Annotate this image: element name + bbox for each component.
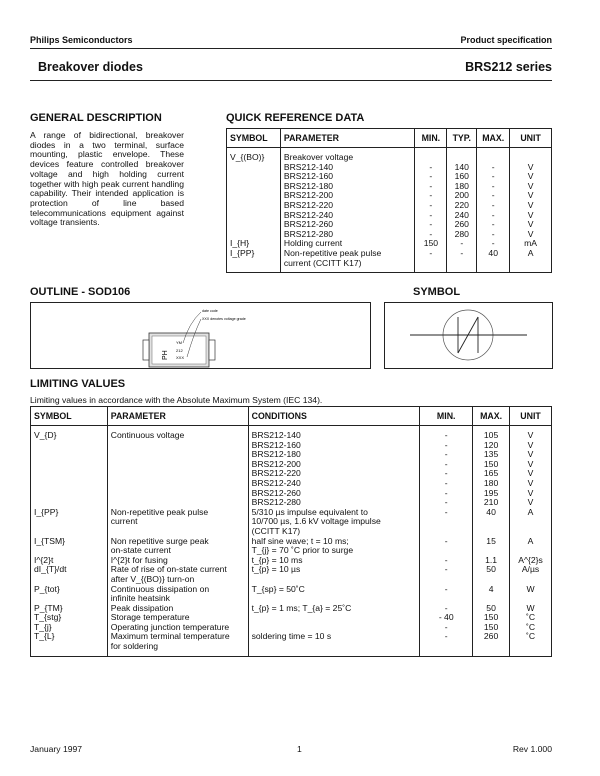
cell-symbol (31, 642, 108, 656)
cell-max: - (477, 163, 510, 173)
cell-min: - (415, 172, 447, 182)
table-row (227, 201, 552, 211)
table-row (31, 604, 552, 614)
cell-min (415, 259, 447, 273)
quick-reference-heading: QUICK REFERENCE DATA (226, 112, 365, 124)
cell-parameter (107, 460, 248, 470)
cell-max: - (477, 172, 510, 182)
cell-unit: mA (510, 239, 552, 249)
cell-max: 105 (473, 426, 510, 441)
cell-conditions (248, 642, 420, 656)
column-header-min: MIN. (420, 407, 473, 426)
cell-min: - (420, 498, 473, 508)
cell-symbol: V_{D} (31, 426, 108, 441)
cell-unit: V (510, 441, 552, 451)
cell-parameter: current (107, 517, 248, 527)
cell-unit: V (510, 191, 552, 201)
cell-conditions: half sine wave; t = 10 ms; (248, 537, 420, 547)
table-row (31, 565, 552, 575)
cell-max (477, 148, 510, 163)
cell-typ (447, 148, 477, 163)
table-row (31, 426, 552, 441)
cell-typ: 220 (447, 201, 477, 211)
cell-unit: V (510, 163, 552, 173)
cell-typ: 260 (447, 220, 477, 230)
cell-symbol (227, 172, 281, 182)
table-row (31, 632, 552, 642)
column-header-max: MAX. (477, 129, 510, 148)
cell-min: - (420, 441, 473, 451)
table-row (227, 163, 552, 173)
cell-max: 1.1 (473, 556, 510, 566)
cell-typ: 240 (447, 211, 477, 221)
cell-max: 195 (473, 489, 510, 499)
column-header-max: MAX. (473, 407, 510, 426)
table-row (31, 642, 552, 656)
cell-parameter: on-state current (107, 546, 248, 556)
cell-parameter: current (CCITT K17) (280, 259, 415, 273)
mark-brand: PH (162, 350, 169, 360)
cell-conditions: BRS212-200 (248, 460, 420, 470)
cell-min: 150 (415, 239, 447, 249)
cell-conditions: (CCITT K17) (248, 527, 420, 537)
mark-date: YM (176, 340, 182, 345)
cell-unit: A (510, 508, 552, 518)
cell-parameter (107, 469, 248, 479)
cell-parameter: Maximum terminal temperature (107, 632, 248, 642)
cell-symbol: I_{H} (227, 239, 281, 249)
cell-symbol: T_{L} (31, 632, 108, 642)
cell-typ: 160 (447, 172, 477, 182)
cell-unit: V (510, 489, 552, 499)
cell-parameter: Breakover voltage (280, 148, 415, 163)
cell-symbol: T_{j} (31, 623, 108, 633)
cell-conditions: T_{sp} = 50˚C (248, 585, 420, 595)
table-row (227, 249, 552, 259)
cell-symbol (31, 469, 108, 479)
cell-symbol (31, 441, 108, 451)
header-divider (30, 48, 552, 49)
sod106-package-icon (31, 303, 370, 368)
cell-parameter (107, 489, 248, 499)
cell-max: 40 (473, 508, 510, 518)
cell-conditions: BRS212-220 (248, 469, 420, 479)
cell-conditions: t_{p} = 10 µs (248, 565, 420, 575)
cell-min: - (420, 460, 473, 470)
cell-max: 40 (477, 249, 510, 259)
cell-conditions: t_{p} = 10 ms (248, 556, 420, 566)
cell-conditions: 5/310 µs impulse equivalent to (248, 508, 420, 518)
cell-min: - (420, 623, 473, 633)
column-header-conditions: CONDITIONS (248, 407, 420, 426)
cell-min: - (415, 163, 447, 173)
cell-conditions: BRS212-280 (248, 498, 420, 508)
cell-symbol (227, 191, 281, 201)
cell-parameter: BRS212-180 (280, 182, 415, 192)
cell-symbol (31, 489, 108, 499)
limiting-values-subtitle: Limiting values in accordance with the Absolute Maximum System (IEC 134). (30, 395, 323, 405)
table-row (227, 259, 552, 273)
cell-parameter: Operating junction temperature (107, 623, 248, 633)
page-number: 1 (297, 744, 302, 754)
label-date-code: date code (202, 309, 218, 313)
cell-symbol (227, 182, 281, 192)
column-header-unit: UNIT (510, 129, 552, 148)
column-header-symbol: SYMBOL (227, 129, 281, 148)
cell-unit (510, 148, 552, 163)
cell-conditions: BRS212-180 (248, 450, 420, 460)
table-row (227, 239, 552, 249)
cell-symbol: P_{TM} (31, 604, 108, 614)
cell-unit: V (510, 450, 552, 460)
cell-min: - (420, 565, 473, 575)
cell-unit: A (510, 537, 552, 547)
general-description-heading: GENERAL DESCRIPTION (30, 112, 162, 124)
cell-unit: A (510, 249, 552, 259)
cell-max: - (477, 211, 510, 221)
general-description-text: A range of bidirectional, breakover diodes in a two terminal, surface mounting, plastic envelope. These devices feature controlled breakover voltage and high holding current together with high peak current handling capability. Their intended application is protection of line based telecommunications equipment against voltage transients. (30, 130, 184, 228)
cell-min: - (415, 211, 447, 221)
cell-parameter (107, 479, 248, 489)
cell-parameter: infinite heatsink (107, 594, 248, 604)
cell-unit: V (510, 469, 552, 479)
cell-symbol: T_{stg} (31, 613, 108, 623)
cell-max (477, 259, 510, 273)
label-voltage-grade: XXX denotes voltage grade (202, 317, 246, 321)
document-type: Product specification (460, 35, 552, 45)
cell-conditions (248, 613, 420, 623)
cell-conditions: t_{p} = 1 ms; T_{a} = 25˚C (248, 604, 420, 614)
cell-conditions: soldering time = 10 s (248, 632, 420, 642)
cell-typ: - (447, 249, 477, 259)
cell-symbol (31, 450, 108, 460)
cell-symbol: I_{TSM} (31, 537, 108, 547)
cell-min: - (420, 469, 473, 479)
series-name: BRS212 series (465, 60, 552, 74)
cell-parameter: after V_{(BO)} turn-on (107, 575, 248, 585)
cell-max: 50 (473, 604, 510, 614)
column-header-min: MIN. (415, 129, 447, 148)
cell-min: - (415, 201, 447, 211)
cell-parameter: Rate of rise of on-state current (107, 565, 248, 575)
cell-parameter: BRS212-280 (280, 230, 415, 240)
cell-max: 135 (473, 450, 510, 460)
limiting-values-heading: LIMITING VALUES (30, 378, 126, 390)
cell-max: 260 (473, 632, 510, 642)
cell-unit: V (510, 201, 552, 211)
cell-min: - (415, 182, 447, 192)
table-row (227, 220, 552, 230)
cell-max: - (477, 239, 510, 249)
cell-unit: W (510, 604, 552, 614)
cell-conditions: BRS212-140 (248, 426, 420, 441)
cell-unit: A/µs (510, 565, 552, 575)
cell-min: - (420, 508, 473, 518)
table-row (31, 585, 552, 595)
footer-revision: Rev 1.000 (512, 744, 552, 754)
cell-parameter: Non-repetitive peak pulse (280, 249, 415, 259)
cell-conditions: BRS212-160 (248, 441, 420, 451)
cell-min: - (420, 537, 473, 547)
cell-max: 15 (473, 537, 510, 547)
cell-parameter: for soldering (107, 642, 248, 656)
cell-parameter (107, 441, 248, 451)
cell-max (473, 642, 510, 656)
cell-symbol: I^{2}t (31, 556, 108, 566)
cell-unit: A^{2}s (510, 556, 552, 566)
cell-min: - (420, 450, 473, 460)
cell-min: - (415, 220, 447, 230)
cell-typ: 180 (447, 182, 477, 192)
cell-max: 180 (473, 479, 510, 489)
cell-parameter: Storage temperature (107, 613, 248, 623)
cell-max: - (477, 182, 510, 192)
cell-symbol (31, 517, 108, 527)
cell-unit: V (510, 479, 552, 489)
outline-heading: OUTLINE - SOD106 (30, 286, 131, 298)
cell-min: - (420, 604, 473, 614)
cell-min: - (415, 249, 447, 259)
cell-unit: V (510, 172, 552, 182)
mark-type: 212 (176, 348, 183, 353)
cell-conditions: T_{j} = 70 ˚C prior to surge (248, 546, 420, 556)
cell-parameter: Non-repetitive peak pulse (107, 508, 248, 518)
table-header-row (227, 129, 552, 148)
cell-conditions: BRS212-240 (248, 479, 420, 489)
cell-symbol: P_{tot} (31, 585, 108, 595)
cell-unit: V (510, 426, 552, 441)
breakover-diode-symbol-icon (385, 303, 552, 368)
cell-max: - (477, 191, 510, 201)
cell-unit: V (510, 498, 552, 508)
cell-min: - 40 (420, 613, 473, 623)
cell-parameter: Peak dissipation (107, 604, 248, 614)
cell-unit (510, 642, 552, 656)
cell-conditions: BRS212-260 (248, 489, 420, 499)
cell-symbol: V_{(BO)} (227, 148, 281, 163)
table-row (227, 182, 552, 192)
cell-max: 4 (473, 585, 510, 595)
cell-unit: V (510, 460, 552, 470)
cell-unit: V (510, 220, 552, 230)
cell-max: 150 (473, 613, 510, 623)
cell-unit (510, 259, 552, 273)
cell-min (415, 148, 447, 163)
column-header-parameter: PARAMETER (107, 407, 248, 426)
column-header-parameter: PARAMETER (280, 129, 415, 148)
mark-grade: XXX (176, 355, 185, 360)
cell-min: - (415, 230, 447, 240)
quick-reference-table (226, 128, 552, 273)
cell-min: - (420, 585, 473, 595)
cell-unit: W (510, 585, 552, 595)
cell-unit: ˚C (510, 613, 552, 623)
limiting-values-table (30, 406, 552, 657)
column-header-symbol: SYMBOL (31, 407, 108, 426)
cell-parameter: BRS212-220 (280, 201, 415, 211)
cell-unit: V (510, 230, 552, 240)
cell-max: 210 (473, 498, 510, 508)
cell-min: - (420, 426, 473, 441)
cell-min: - (420, 489, 473, 499)
cell-parameter: Continuous dissipation on (107, 585, 248, 595)
cell-symbol (31, 460, 108, 470)
cell-symbol (227, 259, 281, 273)
symbol-heading: SYMBOL (413, 286, 461, 298)
cell-parameter: BRS212-160 (280, 172, 415, 182)
cell-max: 150 (473, 460, 510, 470)
cell-min (420, 517, 473, 527)
cell-min: - (420, 556, 473, 566)
cell-unit: ˚C (510, 623, 552, 633)
cell-max: - (477, 230, 510, 240)
footer-date: January 1997 (30, 744, 83, 754)
column-header-typ: TYP. (447, 129, 477, 148)
table-row (227, 211, 552, 221)
cell-typ (447, 259, 477, 273)
cell-symbol (227, 220, 281, 230)
cell-min: - (420, 632, 473, 642)
cell-unit: V (510, 211, 552, 221)
cell-parameter: Non repetitive surge peak (107, 537, 248, 547)
cell-typ: 280 (447, 230, 477, 240)
table-row (227, 230, 552, 240)
cell-parameter: BRS212-260 (280, 220, 415, 230)
title-divider (30, 80, 552, 81)
cell-max: 120 (473, 441, 510, 451)
cell-max: 50 (473, 565, 510, 575)
cell-parameter: BRS212-140 (280, 163, 415, 173)
cell-min (420, 642, 473, 656)
cell-parameter: BRS212-200 (280, 191, 415, 201)
cell-parameter: Continuous voltage (107, 426, 248, 441)
cell-typ: 140 (447, 163, 477, 173)
cell-max: 165 (473, 469, 510, 479)
cell-unit: ˚C (510, 632, 552, 642)
cell-max (473, 517, 510, 527)
cell-symbol: I_{PP} (227, 249, 281, 259)
cell-max: 150 (473, 623, 510, 633)
table-header-row (31, 407, 552, 426)
cell-parameter (107, 450, 248, 460)
cell-unit: V (510, 182, 552, 192)
cell-symbol: dI_{T}/dt (31, 565, 108, 575)
outline-drawing (30, 302, 371, 369)
cell-max: - (477, 201, 510, 211)
page-title: Breakover diodes (38, 60, 143, 74)
cell-min: - (420, 479, 473, 489)
cell-parameter: Holding current (280, 239, 415, 249)
cell-parameter: BRS212-240 (280, 211, 415, 221)
cell-typ: 200 (447, 191, 477, 201)
table-row (31, 613, 552, 623)
cell-symbol (31, 479, 108, 489)
company-name: Philips Semiconductors (30, 35, 133, 45)
cell-conditions: 10/700 µs, 1.6 kV voltage impulse (248, 517, 420, 527)
table-row (227, 191, 552, 201)
cell-symbol (227, 201, 281, 211)
table-row (227, 172, 552, 182)
cell-unit (510, 517, 552, 527)
column-header-unit: UNIT (510, 407, 552, 426)
cell-min: - (415, 191, 447, 201)
cell-symbol: I_{PP} (31, 508, 108, 518)
cell-typ: - (447, 239, 477, 249)
table-row (227, 148, 552, 163)
cell-symbol (227, 211, 281, 221)
symbol-drawing (384, 302, 553, 369)
cell-parameter: I^{2}t for fusing (107, 556, 248, 566)
cell-max: - (477, 220, 510, 230)
cell-symbol (227, 163, 281, 173)
